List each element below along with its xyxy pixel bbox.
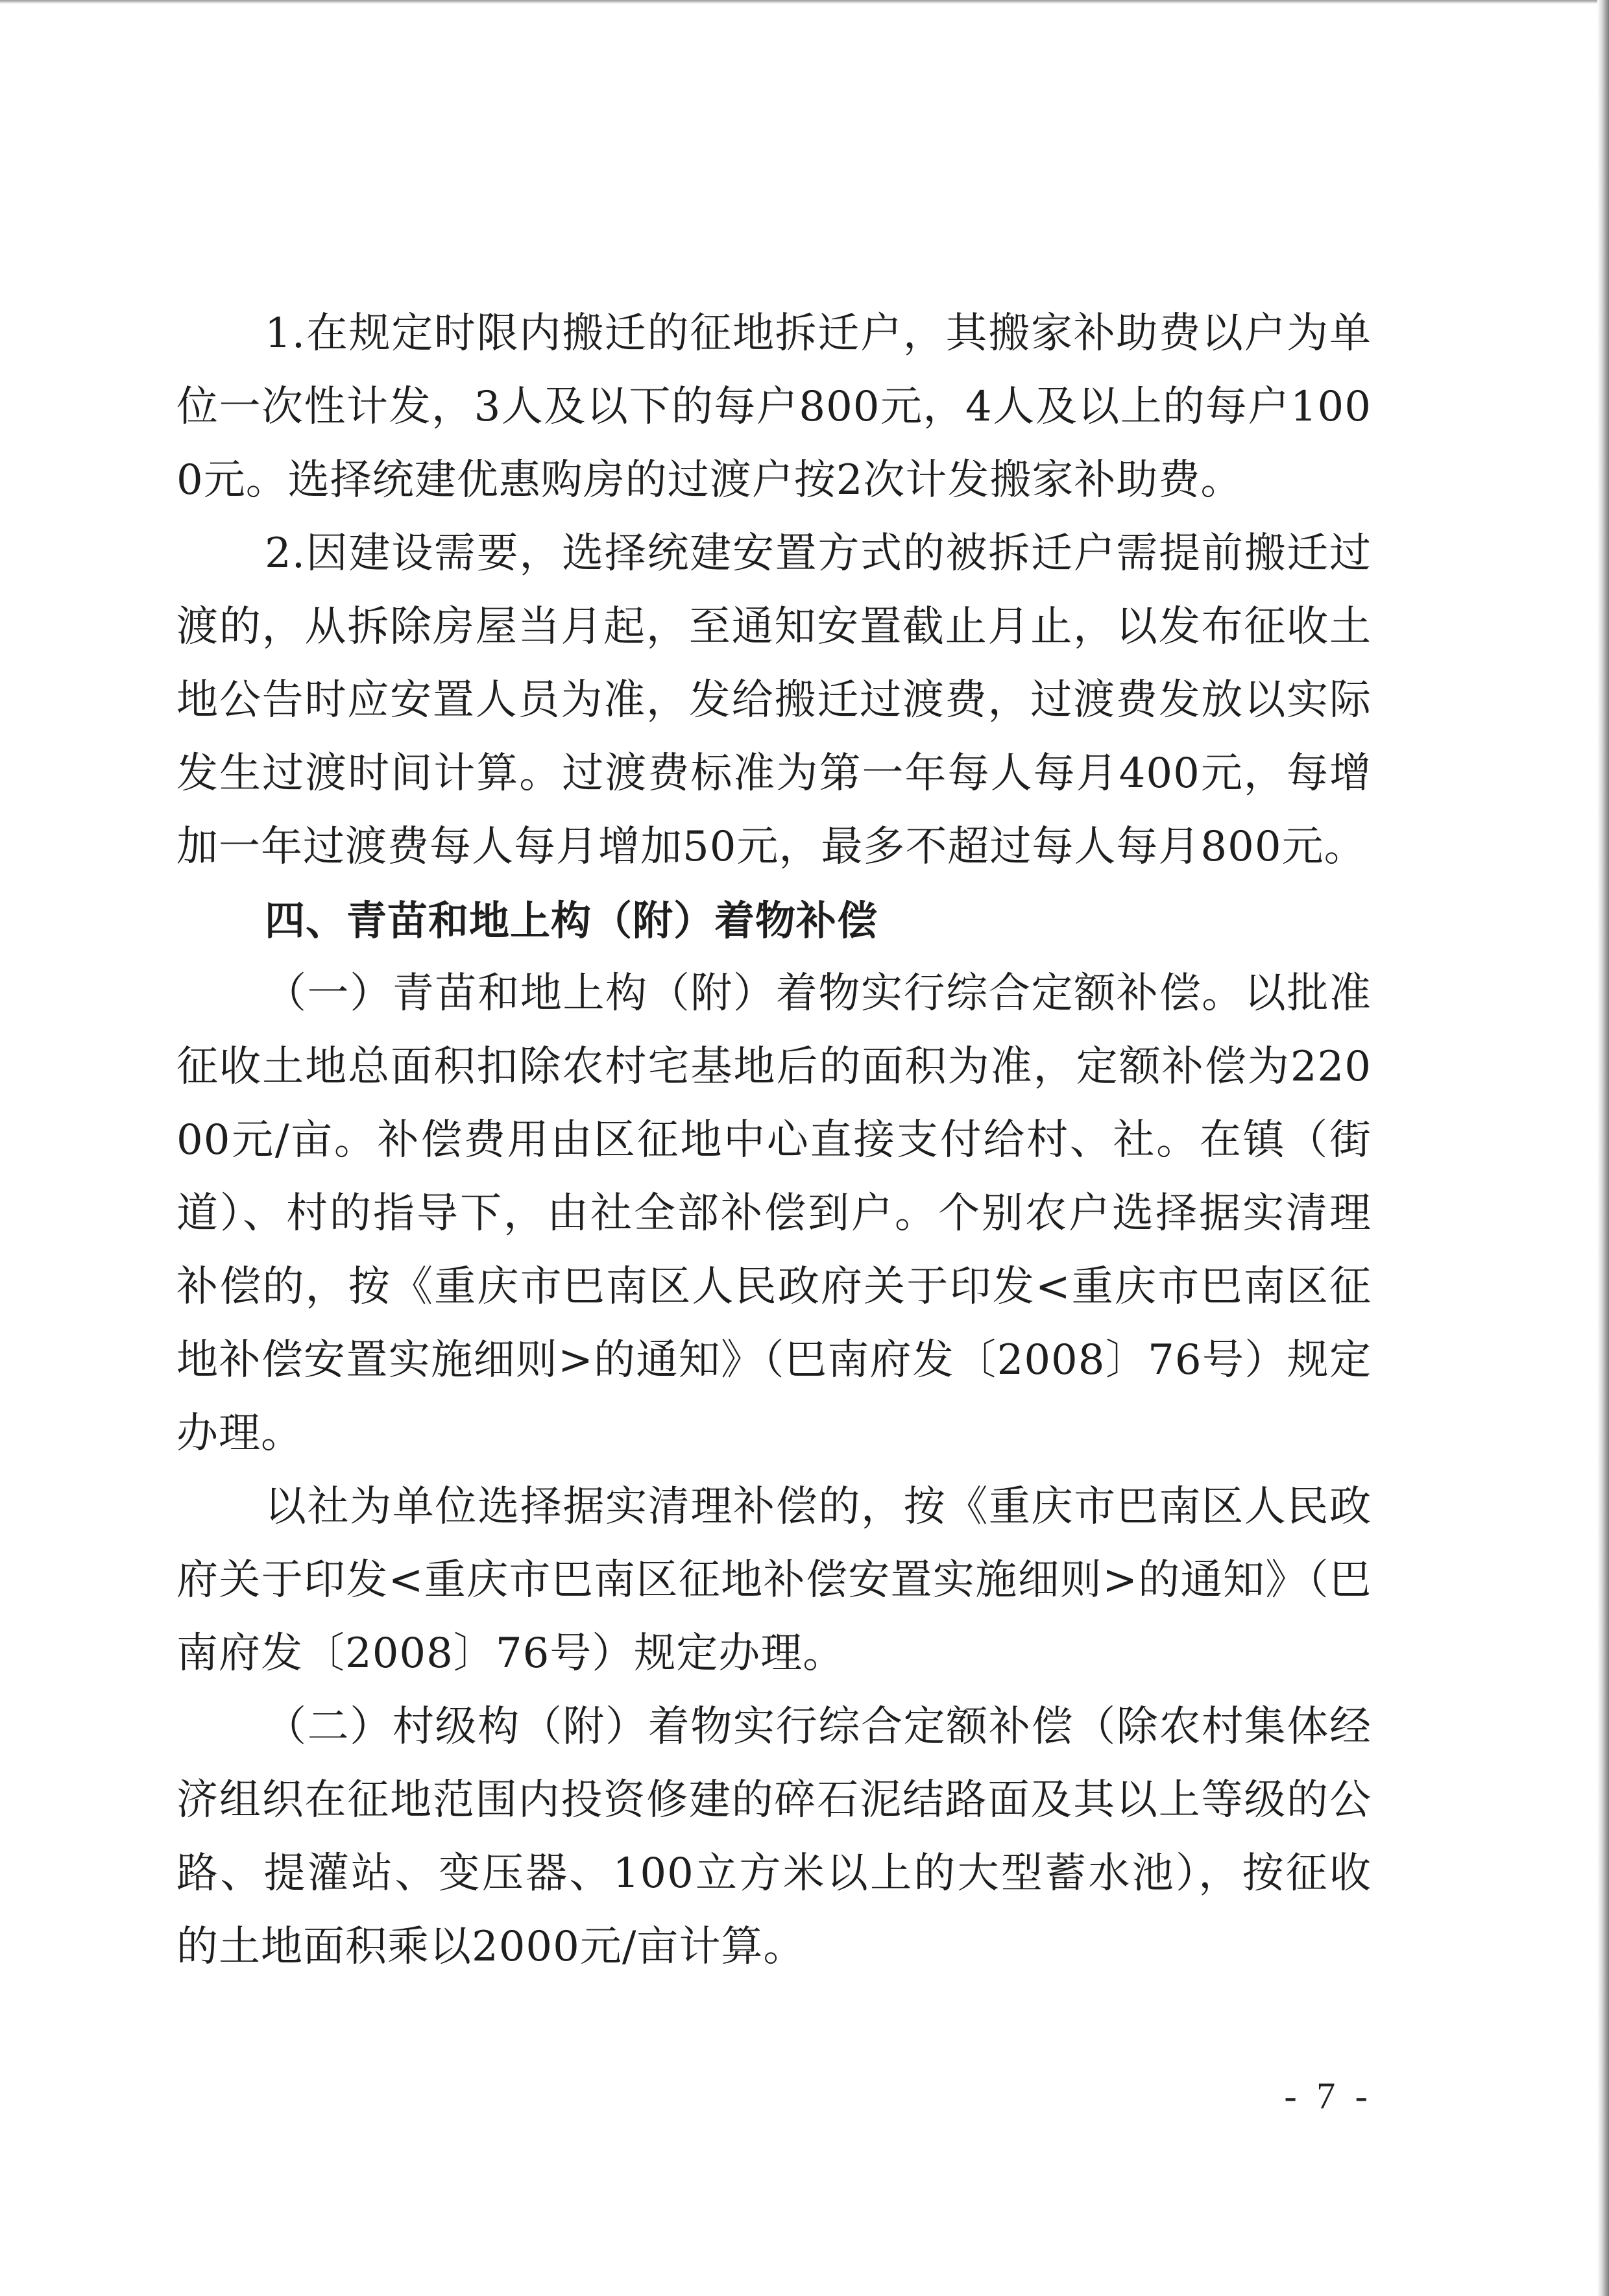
paragraph-village-structures: （二）村级构（附）着物实行综合定额补偿（除农村集体经济组织在征地范围内投资修建的碎石泥结路面及其以上等级的公路、提灌站、变压器、100立方米以上的大型蓄水池），按征收的土地面积乘以2000元/亩计算。 [176, 1703, 1372, 1971]
section-heading: 四、青苗和地上构（附）着物补偿 [265, 897, 878, 944]
document-body [176, 297, 1372, 1984]
page-number: - 7 - [1284, 2075, 1373, 2117]
paragraph-crop-compensation: （一）青苗和地上构（附）着物实行综合定额补偿。以批准征收土地总面积扣除农村宅基地后的面积为准，定额补偿为22000元/亩。补偿费用由区征地中心直接支付给村、社。在镇（街道）、村的指导下，由社全部补偿到户。个别农户选择据实清理补偿的，按《重庆市巴南区人民政府关于印发<重庆市巴南区征地补偿安置实施细则>的通知》（巴南府发〔2008〕76号）规定办理。 [176, 970, 1372, 1458]
paragraph-moving-subsidy: 1.在规定时限内搬迁的征地拆迁户，其搬家补助费以户为单位一次性计发，3人及以下的每户800元，4人及以上的每户1000元。选择统建优惠购房的过渡户按2次计发搬家补助费。 [176, 310, 1372, 504]
paragraph-transition-fee: 2.因建设需要，选择统建安置方式的被拆迁户需提前搬迁过渡的，从拆除房屋当月起，至通知安置截止月止，以发布征收土地公告时应安置人员为准，发给搬迁过渡费，过渡费发放以实际发生过渡时间计算。过渡费标准为第一年每人每月400元，每增加一年过渡费每人每月增加50元，最多不超过每人每月800元。 [176, 530, 1372, 871]
paragraph-community-clearance: 以社为单位选择据实清理补偿的，按《重庆市巴南区人民政府关于印发<重庆市巴南区征地补偿安置实施细则>的通知》（巴南府发〔2008〕76号）规定办理。 [176, 1483, 1372, 1678]
scan-edge-top [0, 0, 1609, 4]
scan-edge-right [1597, 0, 1609, 2296]
